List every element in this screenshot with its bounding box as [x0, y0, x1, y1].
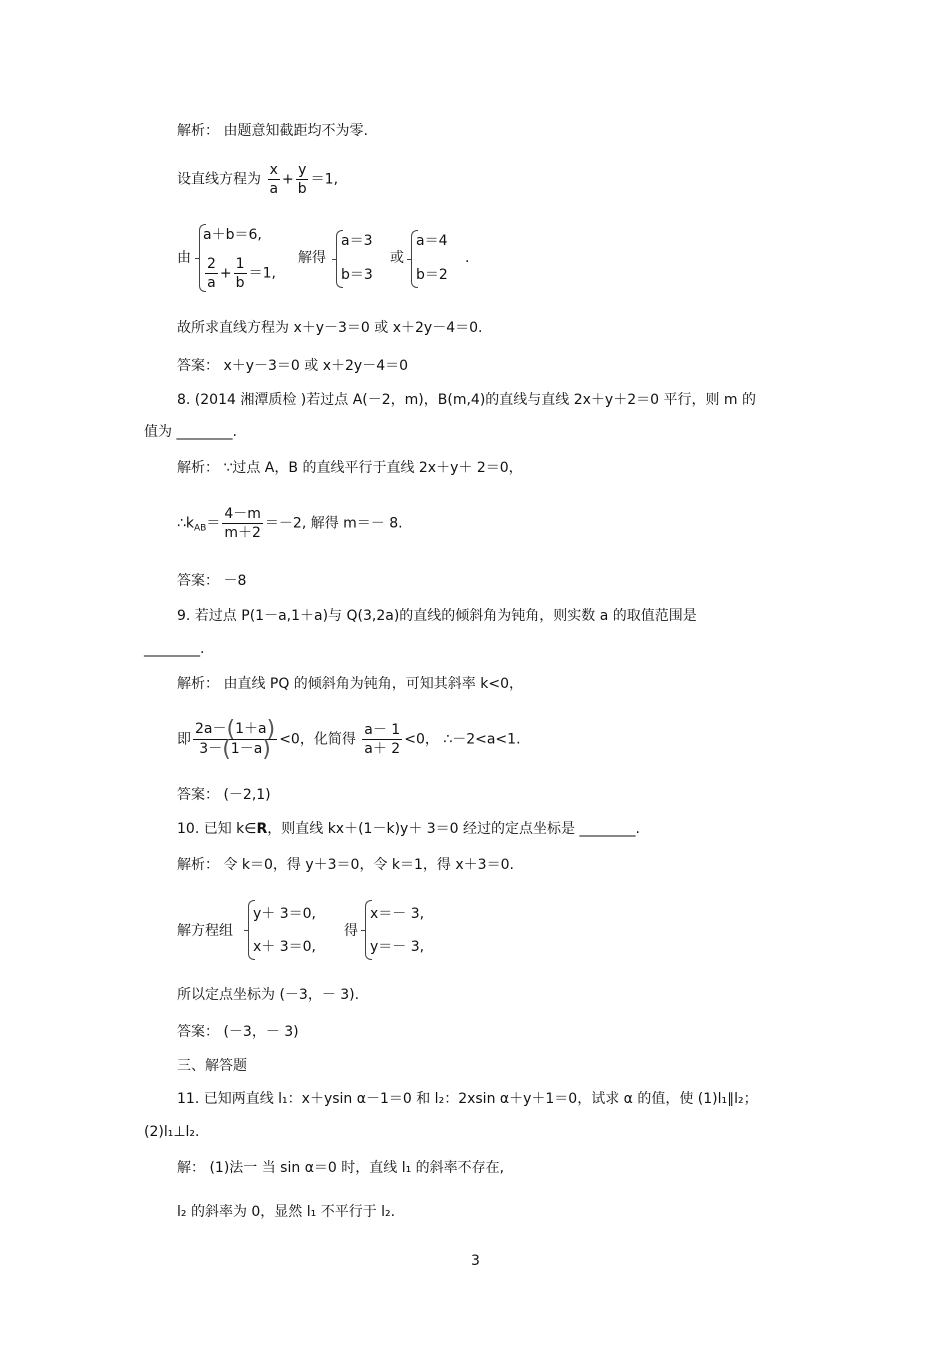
period: . [465, 250, 470, 266]
huo-label: 或 [390, 250, 404, 266]
solution-row-1: x＝－ 3, [370, 906, 425, 922]
system-row-1: y＋ 3＝0, [253, 906, 316, 922]
question-10-line-1: 10. 已知 k∈R，则直线 kx＋(1－k)y＋ 3＝0 经过的定点坐标是 ________. [177, 821, 640, 837]
question-9-line-2: ________. [144, 641, 205, 657]
solution-row-2: y＝－ 3, [370, 939, 425, 955]
fraction-x-over-a: $\frac{x}{a}$ [269, 162, 279, 197]
fraction-y-over-b: $\frac{y}{b}$ [297, 162, 307, 197]
de-label: 得 [344, 923, 358, 939]
question-9-line-1: 9. 若过点 P(1－a,1＋a)与 Q(3,2a)的直线的倾斜角为钝角，则实数 a 的取值范围是 [177, 608, 697, 624]
question-11-line-2: (2)l₁⊥l₂. [144, 1124, 200, 1140]
jiede-label: 解得 [298, 250, 326, 266]
section-heading: 三、解答题 [177, 1058, 247, 1074]
analysis-line-intercepts: 解析： 由题意知截距均不为零. [177, 123, 368, 139]
you-label: 由 [177, 250, 191, 266]
question-9-analysis: 解析： 由直线 PQ 的倾斜角为钝角，可知其斜率 k<0， [177, 676, 524, 692]
setup-text: 设直线方程为 [177, 171, 261, 188]
answer-10: 答案： (－3，－ 3) [177, 1024, 299, 1040]
system-row-2: x＋ 3＝0, [253, 939, 316, 955]
solution-a-row-2: b＝3 [341, 267, 373, 283]
question-11-line-1: 11. 已知两直线 l₁：x＋ysin α－1＝0 和 l₂：2xsin α＋y＋1＝0，试求 α 的值，使 (1)l₁∥l₂； [177, 1091, 758, 1107]
solution-a-row-1: a＝3 [341, 233, 373, 249]
system-row-1: a＋b＝6, [203, 227, 262, 243]
page-number: 3 [471, 1253, 480, 1269]
slope-fraction: $\frac{4-m}{m+2}$ [224, 506, 261, 541]
answer-8: 答案： －8 [177, 573, 247, 589]
fixed-point-line: 所以定点坐标为 (－3，－ 3). [177, 987, 360, 1003]
conclusion-line: 故所求直线方程为 x＋y－3＝0 或 x＋2y－4＝0. [177, 320, 483, 336]
line-equation-setup: 设直线方程为 $\frac{x}{a}$ + $\frac{y}{b}$ ＝1, [177, 162, 339, 197]
solution-b-row-2: b＝2 [416, 267, 448, 283]
question-8-line-2: 值为 ________. [144, 424, 237, 440]
answer-9: 答案： (－2,1) [177, 787, 271, 803]
solution-b-row-1: a＝4 [416, 233, 448, 249]
question-8-analysis: 解析： ∵过点 A，B 的直线平行于直线 2x＋y＋ 2＝0， [177, 460, 523, 476]
question-11-solution-1: 解： (1)法一 当 sin α＝0 时，直线 l₁ 的斜率不存在, [177, 1160, 505, 1176]
question-8-slope: $\therefore k_{AB}=$ $\frac{4-m}{m+2}$ ＝－2, 解得 m＝－ 8. [177, 506, 403, 541]
inequality-fraction-2: $\frac{a- 1}{a+ 2}$ [364, 722, 401, 757]
question-9-derivation: 即 $\frac{2a-(1+a)}{3-(1-a)}$ <0，化简得 $\frac{a- 1}{a+ 2}$ <0， ∴－2<a<1. [177, 717, 521, 762]
inequality-fraction-1: $\frac{2a-(1+a)}{3-(1-a)}$ [195, 717, 276, 762]
question-8-line-1: 8. (2014 湘潭质检 )若过点 A(－2，m)，B(m,4)的直线与直线 2x＋y＋2＝0 平行，则 m 的 [177, 392, 757, 408]
question-10-analysis: 解析： 令 k＝0，得 y＋3＝0，令 k＝1，得 x＋3＝0. [177, 857, 514, 873]
system-label: 解方程组 [177, 923, 233, 939]
question-11-solution-2: l₂ 的斜率为 0，显然 l₁ 不平行于 l₂. [177, 1204, 396, 1220]
system-row-2: $\frac{2}{a}$ + $\frac{1}{b}$ ＝1, [207, 256, 276, 291]
answer-7: 答案： x＋y－3＝0 或 x＋2y－4＝0 [177, 358, 409, 374]
